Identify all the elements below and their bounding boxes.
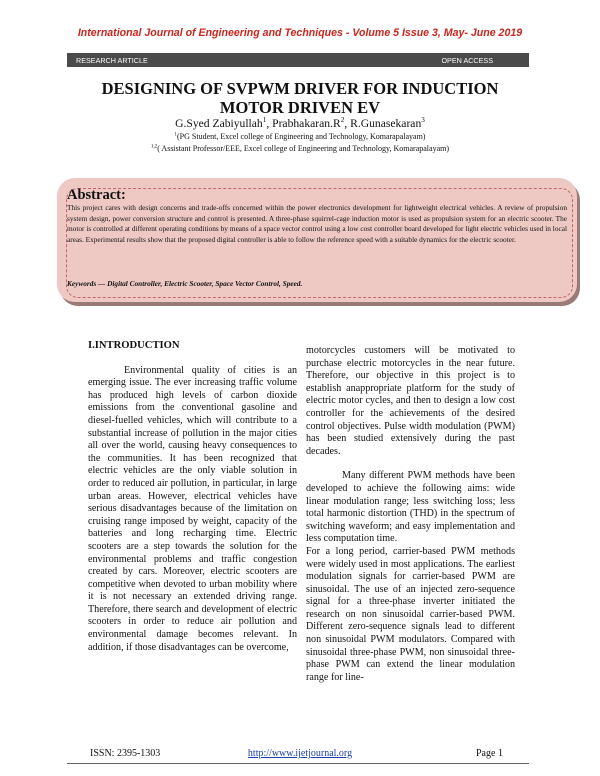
keywords: Keywords — Digital Controller, Electric Scooter, Space Vector Control, Speed.	[67, 279, 303, 288]
author-separator: ,	[344, 117, 351, 130]
affiliation-2-mark: 1,2	[151, 144, 158, 150]
title-line-2: MOTOR DRIVEN EV	[219, 98, 381, 117]
right-paragraph-3: For a long period, carrier-based PWM methods were widely used in most applications. The earliest modulation signals for carrier-based PWM are sinusoidal. The use of an injected zero-sequence signal for a three-phase inverter initiated the research on non sinusoidal carrier-based PWM. Different zero-sequence signals lead to different non sinusoidal PWM modulators. Compared with sinusoidal three-phase PWM, non sinusoidal three-phase PWM can extend the linear modulation range for line-	[306, 545, 515, 683]
title-line-1: DESIGNING OF SVPWM DRIVER FOR INDUCTION	[101, 79, 499, 98]
author-separator: ,	[266, 117, 273, 130]
affiliation-1-text: (PG Student, Excel college of Engineering and Technology, Komarapalayam)	[177, 132, 426, 141]
footer-issn: ISSN: 2395-1303	[90, 748, 161, 759]
right-paragraph-1: motorcycles customers will be motivated to purchase electric motorcycles in the near future. Therefore, our objective in this project is to establish anappropriate platform for the study of electric motor cycles, and then to design a low cost controller for the achievements of the desired control objectives. Pulse width modulation (PWM) has been studied extensively during the past decades.	[306, 345, 515, 457]
affiliation-1	[0, 132, 600, 141]
author-2: Prabhakaran.R	[272, 117, 341, 130]
abstract-heading: Abstract:	[67, 187, 126, 203]
journal-header: International Journal of Engineering and Techniques - Volume 5 Issue 3, May- June 2019	[77, 27, 523, 39]
footer-page-number: Page 1	[476, 748, 503, 759]
footer-journal-link[interactable]: http://www.ijetjournal.org	[247, 748, 353, 759]
open-access-label: OPEN ACCESS	[441, 56, 493, 65]
left-column	[88, 340, 297, 654]
research-article-label: RESEARCH ARTICLE	[76, 56, 148, 65]
affiliation-1-mark: 1	[174, 132, 177, 138]
section-heading-introduction: I.INTRODUCTION	[88, 340, 180, 351]
right-paragraph-2: Many different PWM methods have been developed to achieve the following aims: wide linear modulation range; less switching loss; less total harmonic distortion (THD) in the spectrum of switching waveform; and easy implementation and less computation time.	[306, 470, 515, 545]
author-2-mark: 2	[340, 116, 345, 125]
introduction-paragraph: Environmental quality of cities is an emerging issue. The ever increasing traffic volume has produced high levels of carbon dioxide emissions from the conventional gasoline and diesel-fuelled vehicles, which will contribute to a substantial increase of pollution in the major cities all over the world, causing heavy consequences to the communities. It has been recognized that electric vehicles are the only viable solution in order to reduced air pollution, in particular, in large urban areas. However, electrical vehicles have serious disadvantages because of the limitation on cruising range imposed by weight, capacity of the batteries and long recharging time. Electric scooters are a step towards the solution for the environmental problems and traffic congestion created by cars. Moreover, electric scooters are competitive when devoted to urban mobility where it is not necessary an extended driving range. Therefore, there search and development of electric scooters in order to reduce air pollution and environmental damage becomes relevant. In addition, if those disadvantages can be overcome,	[88, 364, 297, 653]
article-banner	[67, 53, 529, 67]
author-3: R.Gunasekaran	[350, 117, 422, 130]
author-1-mark: 1	[262, 116, 267, 125]
paper-title	[60, 79, 540, 117]
right-column	[306, 345, 515, 684]
footer-divider	[67, 763, 529, 764]
author-list	[0, 117, 600, 130]
abstract-text: This project cares with design concerns and trade-offs concerned within the power electronics development for lightweight electrical vehicles. A review of propulsion system design, power conversion structure and control is presented. A three-phase squirrel-cage induction motor is used as propulsion system for an electric scooter. The motor is controlled at different operating conditions by means of a space vector control using a low cost controller board developed for light electric vehicles used in local areas. Experimental results show that the proposed digital controller is able to follow the reference speed with a suitable dynamics for the electric scooter.	[67, 203, 567, 244]
affiliation-2	[0, 144, 600, 153]
author-3-mark: 3	[421, 116, 425, 125]
affiliation-2-text: ( Assistant Professor/EEE, Excel college of Engineering and Technology, Komarapalayam)	[157, 144, 449, 153]
author-1: G.Syed Zabiyullah	[175, 117, 263, 130]
